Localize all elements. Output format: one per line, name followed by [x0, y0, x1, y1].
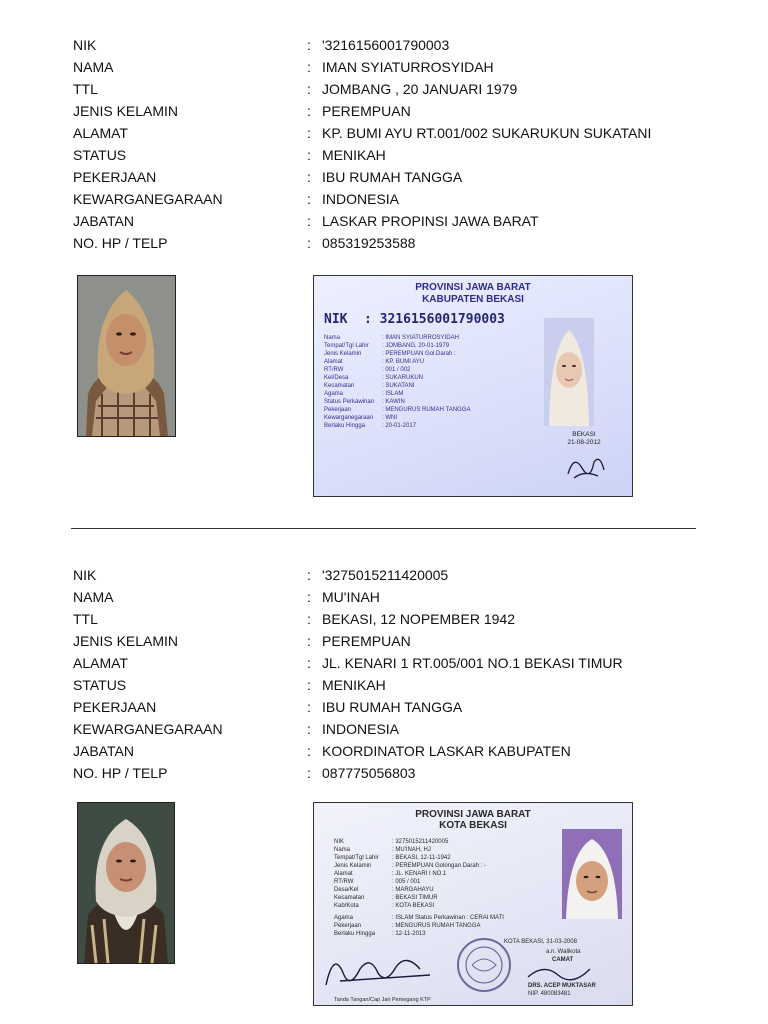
field-colon: : — [307, 37, 311, 53]
portrait-photo — [77, 275, 176, 437]
field-colon: : — [307, 103, 311, 119]
field-jabatan — [0, 210, 768, 232]
card-field: Kab/Kota : KOTA BEKASI — [334, 903, 435, 909]
card-photo — [562, 829, 622, 919]
card-official-org: CAMAT — [552, 957, 574, 963]
card-field: Agama : ISLAM Status Perkawinan : CERAI MATI — [334, 915, 504, 921]
field-colon: : — [307, 589, 311, 605]
field-colon: : — [307, 699, 311, 715]
card-field: Pekerjaan : MENGURUS RUMAH TANGGA — [324, 407, 471, 413]
field-colon: : — [307, 633, 311, 649]
field-value: IMAN SYIATURROSYIDAH — [322, 59, 494, 75]
card-field: Pekerjaan : MENGURUS RUMAH TANGGA — [334, 923, 481, 929]
portrait-illustration — [78, 803, 174, 963]
field-value: PEREMPUAN — [322, 103, 411, 119]
field-label: PEKERJAAN — [73, 169, 157, 185]
field-label: KEWARGANEGARAAN — [73, 721, 223, 737]
field-colon: : — [307, 655, 311, 671]
card-field: Kewarganegaraan : WNI — [324, 415, 397, 421]
field-label: NAMA — [73, 589, 114, 605]
field-colon: : — [307, 611, 311, 627]
field-value: PEREMPUAN — [322, 633, 411, 649]
field-colon: : — [307, 147, 311, 163]
field-value: '3275015211420005 — [322, 567, 449, 583]
field-label: ALAMAT — [73, 125, 128, 141]
card-field: Jenis Kelamin : PEREMPUAN Golongan Darah : - — [334, 863, 487, 869]
field-label: KEWARGANEGARAAN — [73, 191, 223, 207]
card-field: Kecamatan : SUKATANI — [324, 383, 415, 389]
field-value: 087775056803 — [322, 765, 416, 781]
field-nik — [0, 564, 768, 586]
field-alamat — [0, 652, 768, 674]
field-jenis-kelamin — [0, 100, 768, 122]
card-field: Alamat : JL. KENARI I NO.1 — [334, 871, 447, 877]
card-field: Kecamatan : BEKASI TIMUR — [334, 895, 438, 901]
card-field: Jenis Kelamin : PEREMPUAN Gol.Darah : — [324, 351, 456, 357]
card-portrait-illustration — [562, 829, 622, 919]
field-value: JOMBANG , 20 JANUARI 1979 — [322, 81, 518, 97]
field-value: '3216156001790003 — [322, 37, 450, 53]
field-label: NAMA — [73, 59, 114, 75]
field-ttl — [0, 608, 768, 630]
field-nik — [0, 34, 768, 56]
field-colon: : — [307, 213, 311, 229]
card-regency: KABUPATEN BEKASI — [422, 294, 524, 305]
card-regency: KOTA BEKASI — [439, 820, 507, 831]
field-value: MU'INAH — [322, 589, 380, 605]
field-label: STATUS — [73, 677, 127, 693]
field-label: JABATAN — [73, 743, 134, 759]
card-field: Tempat/Tgl Lahir : BEKASI, 12-11-1942 — [334, 855, 451, 861]
card-field: Kel/Desa : SUKARUKUN — [324, 375, 424, 381]
card-province: PROVINSI JAWA BARAT — [415, 282, 531, 293]
field-kewarganegaraan — [0, 188, 768, 210]
portrait-illustration — [78, 276, 175, 436]
field-value: MENIKAH — [322, 677, 386, 693]
card-field: Nama : IMAN SYIATURROSYIDAH — [324, 335, 459, 341]
card-field: Agama : ISLAM — [324, 391, 404, 397]
field-label: TTL — [73, 81, 98, 97]
card-official-title: a.n. Walikota — [546, 949, 581, 955]
signature-image — [564, 448, 608, 482]
card-nik-label: NIK — [324, 312, 348, 327]
field-colon: : — [307, 125, 311, 141]
card-field: RT/RW : 001 / 002 — [324, 367, 411, 373]
card-portrait-illustration — [544, 318, 594, 426]
field-value: INDONESIA — [322, 721, 400, 737]
id-card — [313, 275, 633, 497]
field-jabatan — [0, 740, 768, 762]
field-alamat — [0, 122, 768, 144]
field-colon: : — [307, 721, 311, 737]
field-value: 085319253588 — [322, 235, 416, 251]
card-holder-caption: Tanda Tangan/Cap Jari Pemegang KTP — [334, 997, 431, 1003]
portrait-photo — [77, 802, 175, 964]
field-label: NO. HP / TELP — [73, 235, 168, 251]
field-nama — [0, 586, 768, 608]
field-status — [0, 144, 768, 166]
field-value: IBU RUMAH TANGGA — [322, 169, 463, 185]
card-field: Desa/Kel : MARGAHAYU — [334, 887, 434, 893]
field-label: JABATAN — [73, 213, 134, 229]
card-nik-value: : 3216156001790003 — [364, 312, 505, 327]
field-label: NIK — [73, 37, 97, 53]
card-field: Nama : MU'INAH, HJ — [334, 847, 431, 853]
field-colon: : — [307, 235, 311, 251]
field-label: ALAMAT — [73, 655, 128, 671]
card-field: Berlaku Hingga : 20-01-2017 — [324, 423, 417, 429]
field-label: STATUS — [73, 147, 127, 163]
card-field: NIK : 3275015211420005 — [334, 839, 449, 845]
field-colon: : — [307, 59, 311, 75]
card-official-nip: NIP. 480083481 — [528, 991, 571, 997]
field-kewarganegaraan — [0, 718, 768, 740]
field-label: JENIS KELAMIN — [73, 633, 179, 649]
field-colon: : — [307, 81, 311, 97]
field-label: NIK — [73, 567, 97, 583]
card-date: 21-08-2012 — [567, 439, 601, 446]
field-value: KP. BUMI AYU RT.001/002 SUKARUKUN SUKATANI — [322, 125, 652, 141]
card-photo — [544, 318, 594, 426]
field-jenis-kelamin — [0, 630, 768, 652]
card-city: BEKASI — [572, 431, 596, 438]
holder-signature-image — [320, 945, 440, 991]
field-colon: : — [307, 567, 311, 583]
field-value: IBU RUMAH TANGGA — [322, 699, 463, 715]
card-field: Alamat : KP. BUMI AYU — [324, 359, 425, 365]
field-label: TTL — [73, 611, 98, 627]
field-colon: : — [307, 765, 311, 781]
field-nama — [0, 56, 768, 78]
field-no-hp — [0, 232, 768, 254]
field-status — [0, 674, 768, 696]
field-label: JENIS KELAMIN — [73, 103, 179, 119]
official-signature-image — [524, 961, 594, 983]
field-value: JL. KENARI 1 RT.005/001 NO.1 BEKASI TIMUR — [322, 655, 623, 671]
card-official-name: DRS. ACEP MUKTASAR — [528, 983, 596, 989]
field-colon: : — [307, 191, 311, 207]
card-field: RT/RW : 005 / 001 — [334, 879, 421, 885]
field-value: MENIKAH — [322, 147, 386, 163]
field-colon: : — [307, 169, 311, 185]
field-value: INDONESIA — [322, 191, 400, 207]
field-value: BEKASI, 12 NOPEMBER 1942 — [322, 611, 515, 627]
field-no-hp — [0, 762, 768, 784]
card-field: Berlaku Hingga : 12-11-2013 — [334, 931, 426, 937]
field-label: NO. HP / TELP — [73, 765, 168, 781]
section-divider — [71, 528, 696, 529]
field-value: LASKAR PROPINSI JAWA BARAT — [322, 213, 539, 229]
field-pekerjaan — [0, 166, 768, 188]
field-colon: : — [307, 743, 311, 759]
field-label: PEKERJAAN — [73, 699, 157, 715]
field-pekerjaan — [0, 696, 768, 718]
card-province: PROVINSI JAWA BARAT — [415, 809, 531, 820]
card-field: Tempat/Tgl Lahir : JOMBANG, 20-01-1979 — [324, 343, 450, 349]
field-ttl — [0, 78, 768, 100]
card-field: Status Perkawinan : KAWIN — [324, 399, 405, 405]
card-city-date: KOTA BEKASI, 31-03-2008 — [504, 939, 577, 945]
id-card — [313, 802, 633, 1006]
field-value: KOORDINATOR LASKAR KABUPATEN — [322, 743, 571, 759]
field-colon: : — [307, 677, 311, 693]
